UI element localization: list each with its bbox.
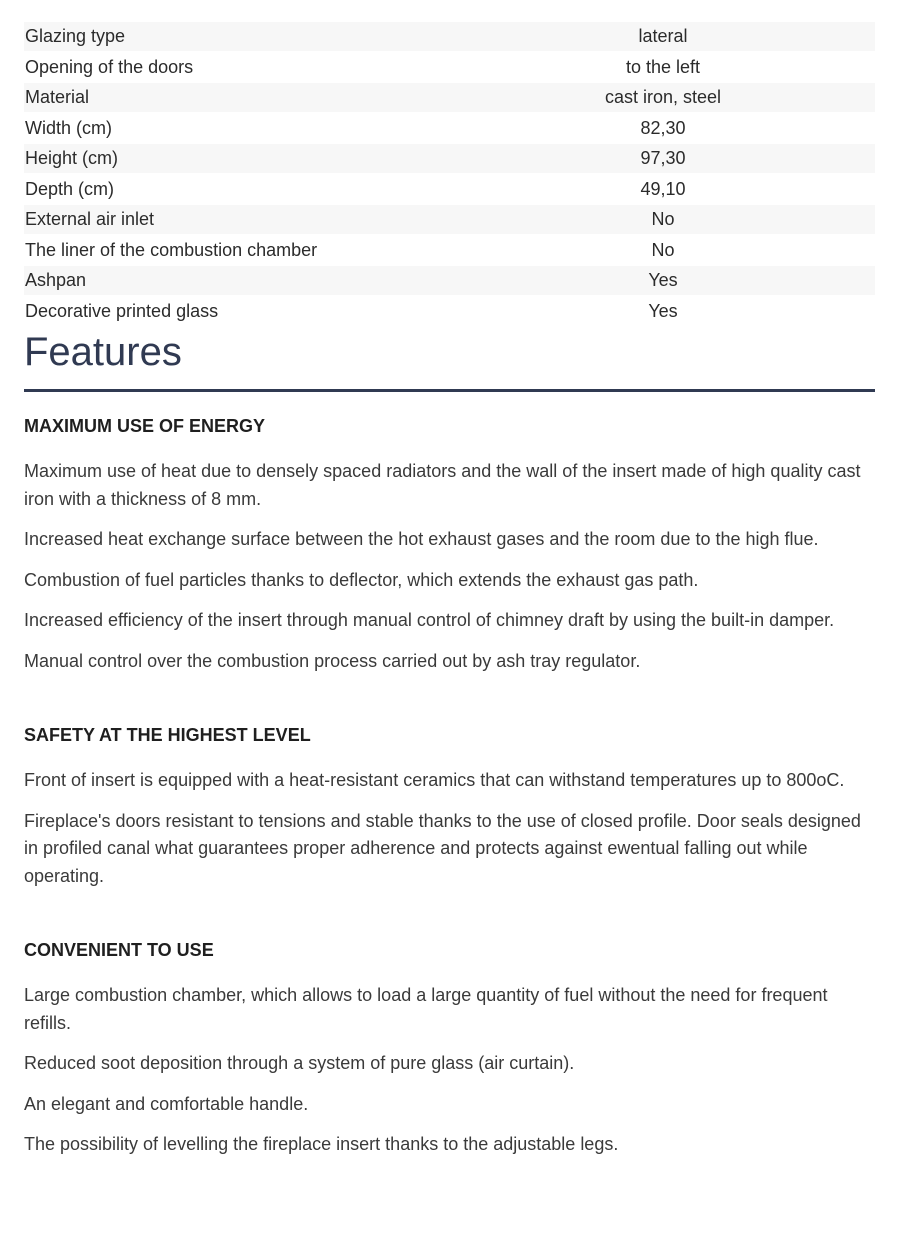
spec-row	[24, 174, 875, 205]
feature-paragraph: Front of insert is equipped with a heat-resistant ceramics that can withstand temperatures up to 800oC.	[24, 770, 845, 790]
spec-row	[24, 265, 875, 296]
spec-label: Width (cm)	[24, 113, 379, 144]
spec-value: 82,30	[379, 113, 875, 144]
spec-label: Opening of the doors	[24, 52, 379, 83]
spec-label: The liner of the combustion chamber	[24, 235, 379, 266]
features-content	[24, 412, 875, 1172]
spec-value: Yes	[379, 265, 875, 296]
spec-label: Decorative printed glass	[24, 296, 379, 327]
feature-paragraph: Large combustion chamber, which allows to load a large quantity of fuel without the need for frequent refills.	[24, 985, 828, 1033]
feature-paragraph: The possibility of levelling the fireplace insert thanks to the adjustable legs.	[24, 1134, 619, 1154]
spec-value: lateral	[379, 22, 875, 52]
spec-row	[24, 204, 875, 235]
features-title: Features	[24, 330, 182, 374]
spec-value: 97,30	[379, 143, 875, 174]
feature-section-heading: MAXIMUM USE OF ENERGY	[24, 416, 266, 436]
specifications-table	[24, 22, 875, 327]
spec-row	[24, 113, 875, 144]
spec-row	[24, 143, 875, 174]
feature-paragraph: Maximum use of heat due to densely spaced radiators and the wall of the insert made of high quality cast iron with a thickness of 8 mm.	[24, 461, 861, 509]
spec-value: Yes	[379, 296, 875, 327]
spec-value: No	[379, 204, 875, 235]
spec-label: External air inlet	[24, 204, 379, 235]
feature-paragraph: An elegant and comfortable handle.	[24, 1093, 309, 1114]
feature-paragraph: Manual control over the combustion process carried out by ash tray regulator.	[24, 650, 641, 671]
spec-label: Ashpan	[24, 265, 379, 296]
feature-section	[24, 412, 875, 675]
feature-section-heading: SAFETY AT THE HIGHEST LEVEL	[24, 725, 311, 745]
specifications-body	[24, 22, 875, 326]
spec-row	[24, 235, 875, 266]
feature-paragraph: Increased heat exchange surface between the hot exhaust gases and the room due to the high flue.	[24, 529, 819, 549]
spec-label: Glazing type	[24, 22, 379, 52]
spec-row	[24, 296, 875, 327]
spec-row	[24, 52, 875, 83]
spec-label: Height (cm)	[24, 143, 379, 174]
feature-paragraph: Reduced soot deposition through a system of pure glass (air curtain).	[24, 1053, 575, 1073]
feature-paragraph: Fireplace's doors resistant to tensions and stable thanks to the use of closed profile. Door seals designed in profiled canal what guarantees proper adherence and protects against ewentual falling out while operating.	[24, 810, 861, 886]
spec-value: 49,10	[379, 174, 875, 205]
feature-paragraph: Increased efficiency of the insert through manual control of chimney draft by using the built-in damper.	[24, 610, 835, 630]
spec-value: cast iron, steel	[379, 82, 875, 113]
feature-paragraph: Combustion of fuel particles thanks to deflector, which extends the exhaust gas path.	[24, 569, 699, 590]
spec-label: Depth (cm)	[24, 174, 379, 205]
spec-row	[24, 22, 875, 52]
spec-value: No	[379, 235, 875, 266]
spec-row	[24, 82, 875, 113]
feature-section-heading: CONVENIENT TO USE	[24, 940, 214, 960]
features-divider	[24, 389, 875, 392]
spec-label: Material	[24, 82, 379, 113]
feature-section	[24, 721, 875, 890]
spec-value: to the left	[379, 52, 875, 83]
feature-section	[24, 936, 875, 1159]
